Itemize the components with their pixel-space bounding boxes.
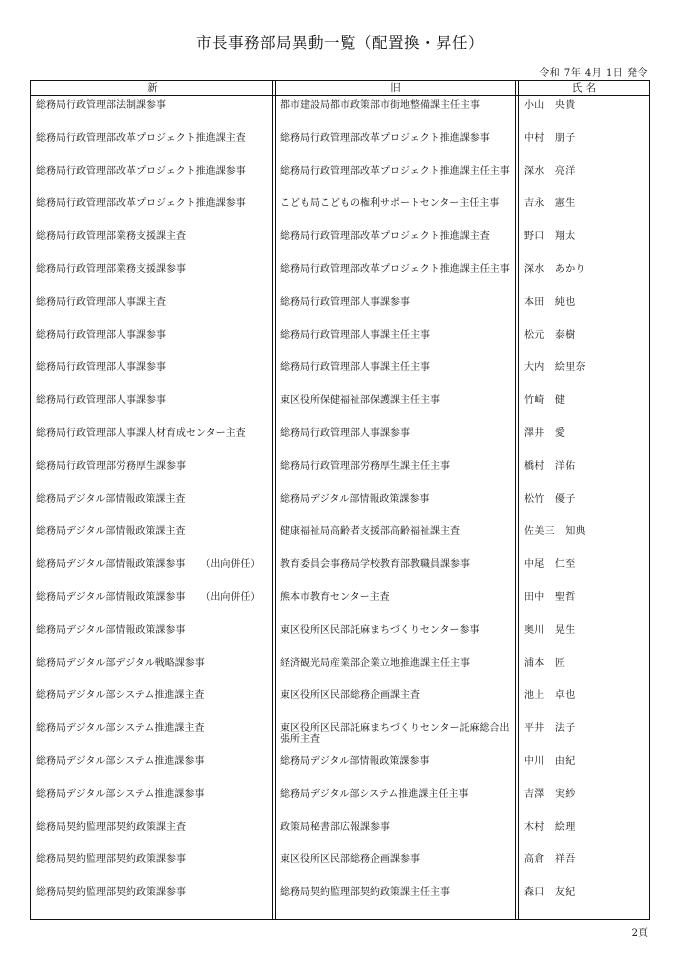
header-old: 旧 <box>390 82 401 94</box>
old-position-cell: 政策局秘書部広報課参事 <box>280 821 390 833</box>
new-position-cell: 総務局行政管理部人事課主査 <box>36 296 166 308</box>
old-position-cell: 東区役所保健福祉部保護課主任主事 <box>280 395 440 407</box>
old-position-cell: 総務局デジタル部情報政策課参事 <box>280 493 430 505</box>
person-name-cell: 森口 友紀 <box>524 887 576 899</box>
new-position-cell: 総務局行政管理部人事課参事 <box>36 395 166 407</box>
table-row <box>31 686 649 719</box>
table-row <box>31 227 649 260</box>
table-row <box>31 391 649 424</box>
table-row <box>31 129 649 162</box>
new-position-cell: 総務局デジタル部情報政策課参事 （出向併任） <box>36 591 261 603</box>
new-position-cell: 総務局契約監理部契約政策課主査 <box>36 821 186 833</box>
person-name-cell: 本田 純也 <box>524 296 576 308</box>
new-position-cell: 総務局契約監理部契約政策課参事 <box>36 887 186 899</box>
table-row <box>31 818 649 851</box>
table-row <box>31 850 649 883</box>
table-row <box>31 522 649 555</box>
person-name-cell: 澤井 愛 <box>524 427 566 439</box>
table-header <box>31 81 649 96</box>
new-position-cell: 総務局契約監理部契約政策課参事 <box>36 854 186 866</box>
new-position-cell: 総務局デジタル部システム推進課参事 <box>36 788 205 800</box>
table-row <box>31 621 649 654</box>
person-name-cell: 中川 由紀 <box>524 755 576 767</box>
person-name-cell: 中村 朋子 <box>524 132 576 144</box>
person-name-cell: 木村 絵理 <box>524 821 576 833</box>
person-name-cell: 野口 翔太 <box>524 231 576 243</box>
new-position-cell: 総務局デジタル部システム推進課参事 <box>36 755 205 767</box>
new-position-cell: 総務局デジタル部システム推進課主査 <box>36 690 205 702</box>
new-position-cell: 総務局行政管理部改革プロジェクト推進課参事 <box>36 165 246 177</box>
new-position-cell: 総務局行政管理部業務支援課主査 <box>36 231 186 243</box>
old-position-cell: 総務局行政管理部改革プロジェクト推進課主任主事 <box>280 165 510 177</box>
old-position-cell: 総務局行政管理部人事課参事 <box>280 296 410 308</box>
person-name-cell: 竹崎 健 <box>524 395 566 407</box>
old-position-cell: 総務局行政管理部人事課参事 <box>280 427 410 439</box>
old-position-cell: 東区役所区民部総務企画課参事 <box>280 854 420 866</box>
table-row <box>31 260 649 293</box>
old-position-cell: 都市建設局都市政策部市街地整備課主任主事 <box>280 100 480 111</box>
table-row <box>31 490 649 523</box>
person-name-cell: 中尾 仁至 <box>524 559 576 571</box>
old-position-cell: 東区役所区民部総務企画課主査 <box>280 690 420 702</box>
new-position-cell: 総務局行政管理部人事課人材育成センター主査 <box>36 427 246 439</box>
old-position-cell: 教育委員会事務局学校教育部教職員課参事 <box>280 559 470 571</box>
header-new: 新 <box>147 82 158 94</box>
page-title: 市長事務部局異動一覧（配置換・昇任） <box>195 34 484 52</box>
person-name-cell: 深水 亮洋 <box>524 165 576 177</box>
new-position-cell: 総務局デジタル部情報政策課参事 <box>36 624 186 636</box>
old-position-cell: 総務局行政管理部人事課主任主事 <box>280 362 430 374</box>
person-name-cell: 平井 法子 <box>524 723 576 735</box>
personnel-table <box>30 80 650 920</box>
new-position-cell: 総務局行政管理部業務支援課参事 <box>36 263 186 275</box>
issue-date: 令和 7年 4月 1日 発令 <box>539 68 648 79</box>
old-position-cell: 総務局行政管理部改革プロジェクト推進課参事 <box>280 132 490 144</box>
new-position-cell: 総務局行政管理部改革プロジェクト推進課主査 <box>36 132 246 144</box>
person-name-cell: 浦本 匠 <box>524 657 566 669</box>
person-name-cell: 吉永 憲生 <box>524 198 576 210</box>
person-name-cell: 大内 絵里奈 <box>524 362 586 374</box>
old-position-cell: 熊本市教育センター主査 <box>280 591 390 603</box>
person-name-cell: 松竹 優子 <box>524 493 576 505</box>
person-name-cell: 田中 聖哲 <box>524 591 576 603</box>
old-position-cell: 経済観光局産業部企業立地推進課主任主事 <box>280 657 470 669</box>
old-position-cell: 東区役所区民部託麻まちづくりセンター参事 <box>280 624 480 636</box>
person-name-cell: 池上 卓也 <box>524 690 576 702</box>
person-name-cell: 深水 あかり <box>524 263 586 275</box>
new-position-cell: 総務局行政管理部労務厚生課参事 <box>36 460 186 472</box>
old-position-cell: 総務局行政管理部改革プロジェクト推進課主任主事 <box>280 263 510 275</box>
table-row <box>31 424 649 457</box>
old-position-cell: 総務局デジタル部情報政策課参事 <box>280 755 430 767</box>
table-row <box>31 785 649 818</box>
old-position-cell: 総務局契約監理部契約政策課主任主事 <box>280 887 450 899</box>
table-row <box>31 588 649 621</box>
page-number: 2頁 <box>631 928 648 939</box>
old-position-cell: 総務局デジタル部システム推進課主任主事 <box>280 788 469 800</box>
new-position-cell: 総務局デジタル部デジタル戦略課参事 <box>36 657 205 669</box>
person-name-cell: 松元 泰樹 <box>524 329 576 341</box>
table-row <box>31 194 649 227</box>
table-row <box>31 752 649 785</box>
header-name: 氏 名 <box>571 82 597 94</box>
table-row <box>31 326 649 359</box>
table-row <box>31 96 649 129</box>
new-position-cell: 総務局行政管理部人事課参事 <box>36 362 166 374</box>
old-position-cell: こども局こどもの権利サポートセンター主任主事 <box>280 198 500 210</box>
table-row <box>31 457 649 490</box>
person-name-cell: 小山 央貴 <box>524 100 576 111</box>
old-position-cell: 総務局行政管理部人事課主任主事 <box>280 329 430 341</box>
table-body <box>31 96 649 916</box>
new-position-cell: 総務局デジタル部情報政策課主査 <box>36 526 186 538</box>
table-row <box>31 358 649 391</box>
person-name-cell: 奥川 晃生 <box>524 624 576 636</box>
person-name-cell: 吉澤 実紗 <box>524 788 576 800</box>
new-position-cell: 総務局デジタル部情報政策課主査 <box>36 493 186 505</box>
old-position-cell: 東区役所区民部託麻まちづくりセンター託麻総合出張所主査 <box>280 723 510 746</box>
table-row <box>31 719 649 752</box>
person-name-cell: 高倉 祥吾 <box>524 854 576 866</box>
table-row <box>31 162 649 195</box>
new-position-cell: 総務局行政管理部法制課参事 <box>36 100 166 111</box>
new-position-cell: 総務局デジタル部システム推進課主査 <box>36 723 205 735</box>
table-row <box>31 654 649 687</box>
table-row <box>31 555 649 588</box>
person-name-cell: 佐美三 知典 <box>524 526 586 538</box>
new-position-cell: 総務局行政管理部改革プロジェクト推進課参事 <box>36 198 246 210</box>
old-position-cell: 健康福祉局高齢者支援部高齢福祉課主査 <box>280 526 460 538</box>
table-row <box>31 293 649 326</box>
new-position-cell: 総務局行政管理部人事課参事 <box>36 329 166 341</box>
person-name-cell: 橋村 洋佑 <box>524 460 576 472</box>
old-position-cell: 総務局行政管理部改革プロジェクト推進課主査 <box>280 231 490 243</box>
table-row <box>31 883 649 916</box>
old-position-cell: 総務局行政管理部労務厚生課主任主事 <box>280 460 450 472</box>
new-position-cell: 総務局デジタル部情報政策課参事 （出向併任） <box>36 559 261 571</box>
